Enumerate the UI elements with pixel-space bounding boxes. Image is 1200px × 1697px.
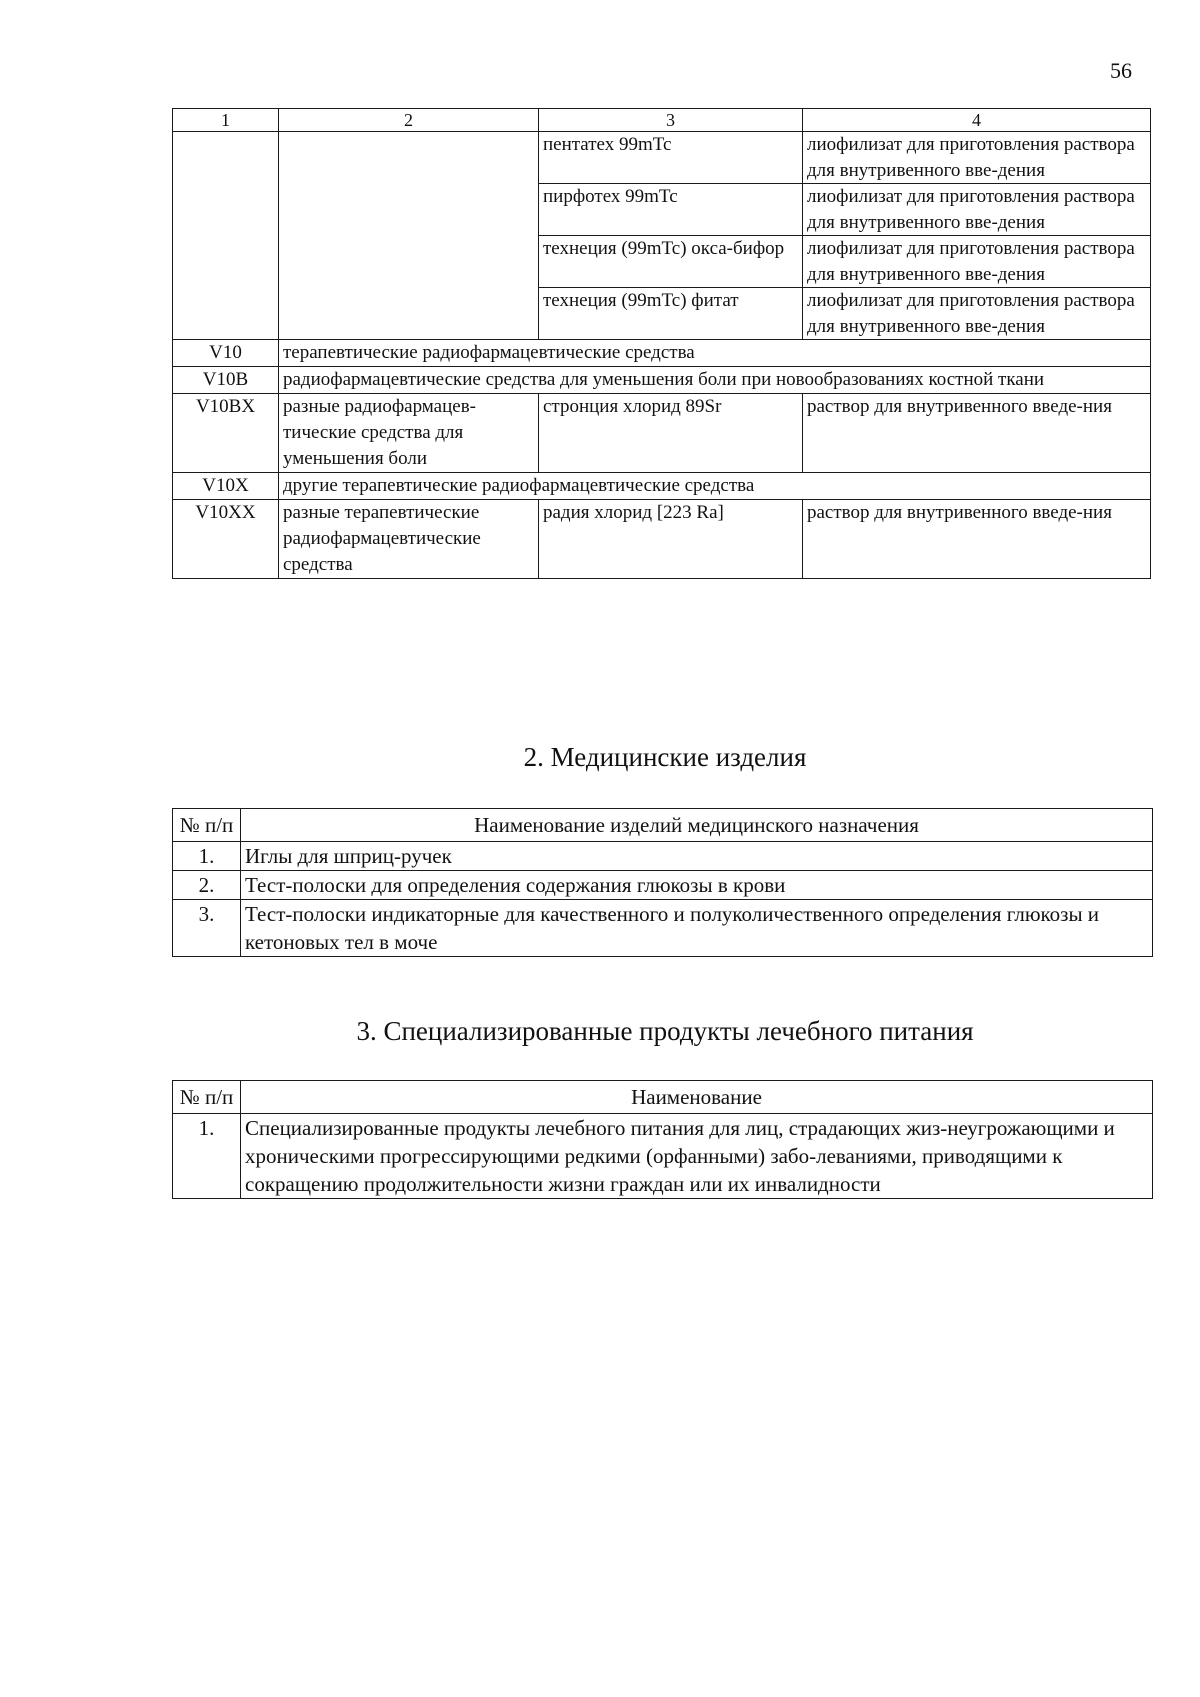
dosage-form-cell: раствор для внутривенного введе-ния [803, 394, 1151, 473]
item-name-cell: Специализированные продукты лечебного питания для лиц, страдающих жиз-неугрожающими и хроническими прогрессирующими редкими (орфанными) забо-леваниями, приводящими к сокращению продолжительности жизни граждан или их инвалидности [241, 1114, 1153, 1199]
drug-name-cell: стронция хлорид 89Sr [539, 394, 803, 473]
drug-table-header-row [173, 109, 1151, 132]
column-header: 3 [539, 109, 803, 132]
drug-name-cell: радия хлорид [223 Ra] [539, 500, 803, 579]
dosage-form-cell: раствор для внутривенного введе-ния [803, 500, 1151, 579]
table-row [173, 367, 1151, 394]
atc-code-cell: V10XX [173, 500, 279, 579]
dosage-form-cell: лиофилизат для приготовления раствора для внутривенного вве-дения [803, 132, 1151, 184]
group-description-cell: радиофармацевтические средства для уменьшения боли при новообразованиях костной ткани [279, 367, 1151, 394]
row-number-cell: 3. [173, 900, 241, 957]
group-description-cell: другие терапевтические радиофармацевтические средства [279, 473, 1151, 500]
atc-code-cell: V10BX [173, 394, 279, 473]
items-table-header-row [173, 809, 1153, 842]
nutrition-products-table [172, 1080, 1153, 1199]
table-row [173, 900, 1153, 957]
row-number-cell: 1. [173, 1114, 241, 1199]
group-name-cell: разные радиофармацев-тические средства для уменьшения боли [279, 394, 539, 473]
atc-code-cell: V10B [173, 367, 279, 394]
row-number-cell: 2. [173, 871, 241, 900]
drug-name-cell: пентатех 99mTc [539, 132, 803, 184]
section-3-title: 3. Специализированные продукты лечебного питания [356, 1016, 974, 1046]
table-row [173, 473, 1151, 500]
group-name-cell [279, 132, 539, 340]
dosage-form-cell: лиофилизат для приготовления раствора для внутривенного вве-дения [803, 184, 1151, 236]
number-column-header: № п/п [173, 809, 241, 842]
page-number: 56 [1110, 58, 1132, 83]
column-header: 4 [803, 109, 1151, 132]
atc-code-cell [173, 132, 279, 340]
name-column-header: Наименование изделий медицинского назначения [241, 809, 1153, 842]
items-table-header-row [173, 1081, 1153, 1114]
item-name-cell: Иглы для шприц-ручек [241, 842, 1153, 871]
drug-name-cell: технеция (99mTc) окса-бифор [539, 236, 803, 288]
row-number-cell: 1. [173, 842, 241, 871]
table-row [173, 132, 1151, 184]
table-row [173, 1114, 1153, 1199]
group-name-cell: разные терапевтические радиофармацевтические средства [279, 500, 539, 579]
column-header: 1 [173, 109, 279, 132]
dosage-form-cell: лиофилизат для приготовления раствора для внутривенного вве-дения [803, 288, 1151, 340]
item-name-cell: Тест-полоски для определения содержания глюкозы в крови [241, 871, 1153, 900]
table-row [173, 340, 1151, 367]
drug-name-cell: технеция (99mTc) фитат [539, 288, 803, 340]
drug-table [172, 108, 1151, 579]
atc-code-cell: V10 [173, 340, 279, 367]
group-description-cell: терапевтические радиофармацевтические средства [279, 340, 1151, 367]
table-row [173, 871, 1153, 900]
number-column-header: № п/п [173, 1081, 241, 1114]
atc-code-cell: V10X [173, 473, 279, 500]
column-header: 2 [279, 109, 539, 132]
dosage-form-cell: лиофилизат для приготовления раствора для внутривенного вве-дения [803, 236, 1151, 288]
medical-devices-table [172, 808, 1153, 957]
table-row [173, 500, 1151, 579]
item-name-cell: Тест-полоски индикаторные для качественного и полуколичественного определения глюкозы и кетоновых тел в моче [241, 900, 1153, 957]
table-row [173, 842, 1153, 871]
table-row [173, 394, 1151, 473]
name-column-header: Наименование [241, 1081, 1153, 1114]
section-2-title: 2. Медицинские изделия [523, 742, 807, 772]
drug-name-cell: пирфотех 99mTc [539, 184, 803, 236]
